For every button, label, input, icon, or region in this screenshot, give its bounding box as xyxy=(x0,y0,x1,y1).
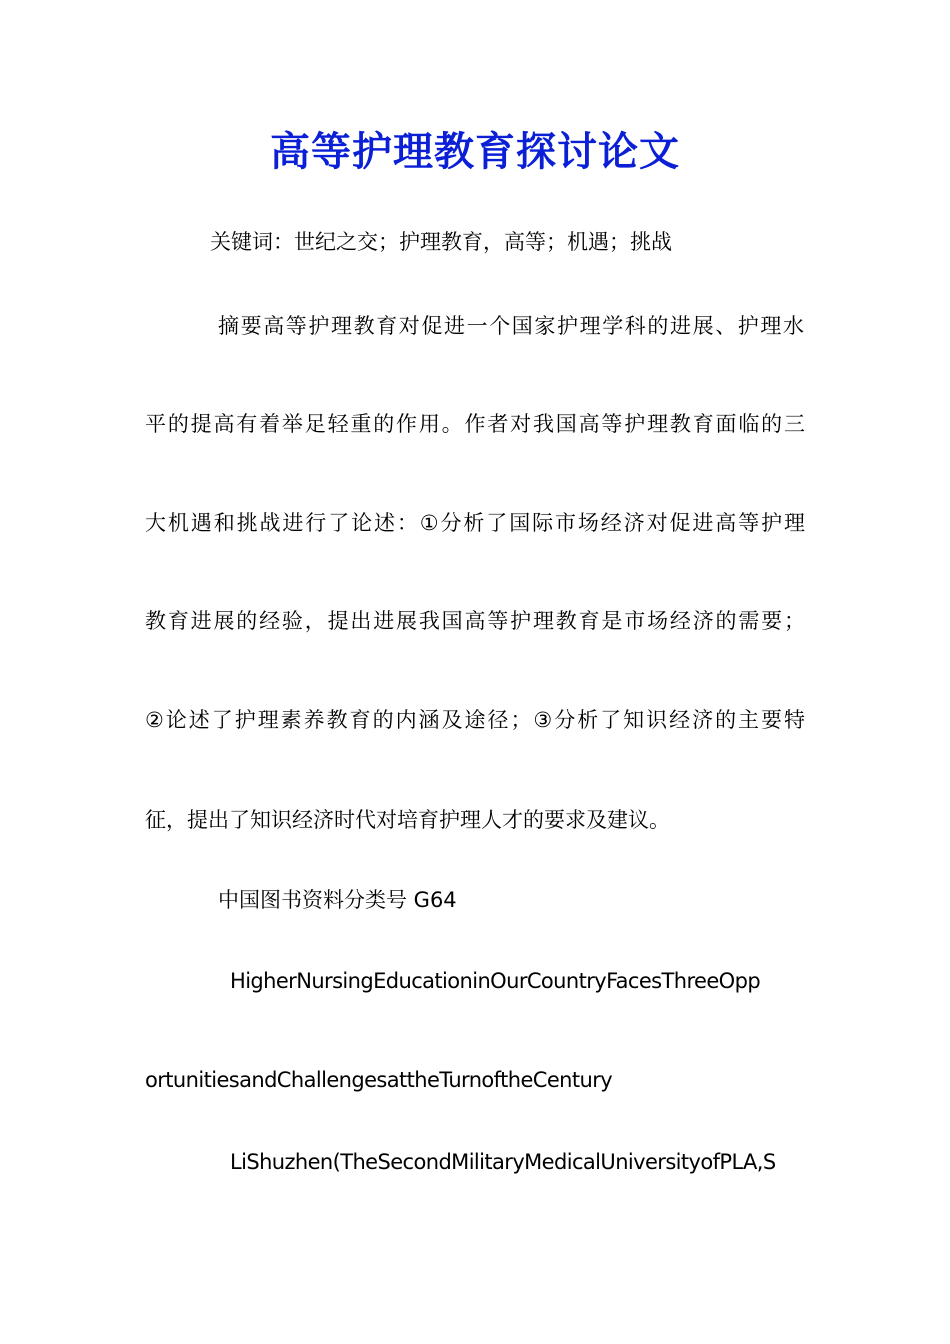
abstract-line-2: 平的提高有着举足轻重的作用。作者对我国高等护理教育面临的三 xyxy=(145,412,805,436)
document-title: 高等护理教育探讨论文 xyxy=(270,128,680,175)
abstract-line-1: 摘要高等护理教育对促进一个国家护理学科的进展、护理水 xyxy=(218,314,804,338)
author-line: LiShuzhen(TheSecondMilitaryMedicalUniversityofPLA,S xyxy=(230,1150,776,1174)
classification-line: 中国图书资料分类号 G64 xyxy=(218,888,457,912)
abstract-line-3: 大机遇和挑战进行了论述：①分析了国际市场经济对促进高等护理 xyxy=(145,511,805,535)
keywords-line: 关键词：世纪之交；护理教育，高等；机遇；挑战 xyxy=(210,230,672,254)
abstract-line-5: ②论述了护理素养教育的内涵及途径；③分析了知识经济的主要特 xyxy=(145,708,805,732)
english-title-line-2: ortunitiesandChallengesattheTurnoftheCentury xyxy=(145,1068,613,1092)
abstract-line-4: 教育进展的经验，提出进展我国高等护理教育是市场经济的需要； xyxy=(145,609,805,633)
english-title-line-1: HigherNursingEducationinOurCountryFacesThreeOpp xyxy=(230,969,761,993)
abstract-line-6: 征，提出了知识经济时代对培育护理人才的要求及建议。 xyxy=(145,808,670,832)
